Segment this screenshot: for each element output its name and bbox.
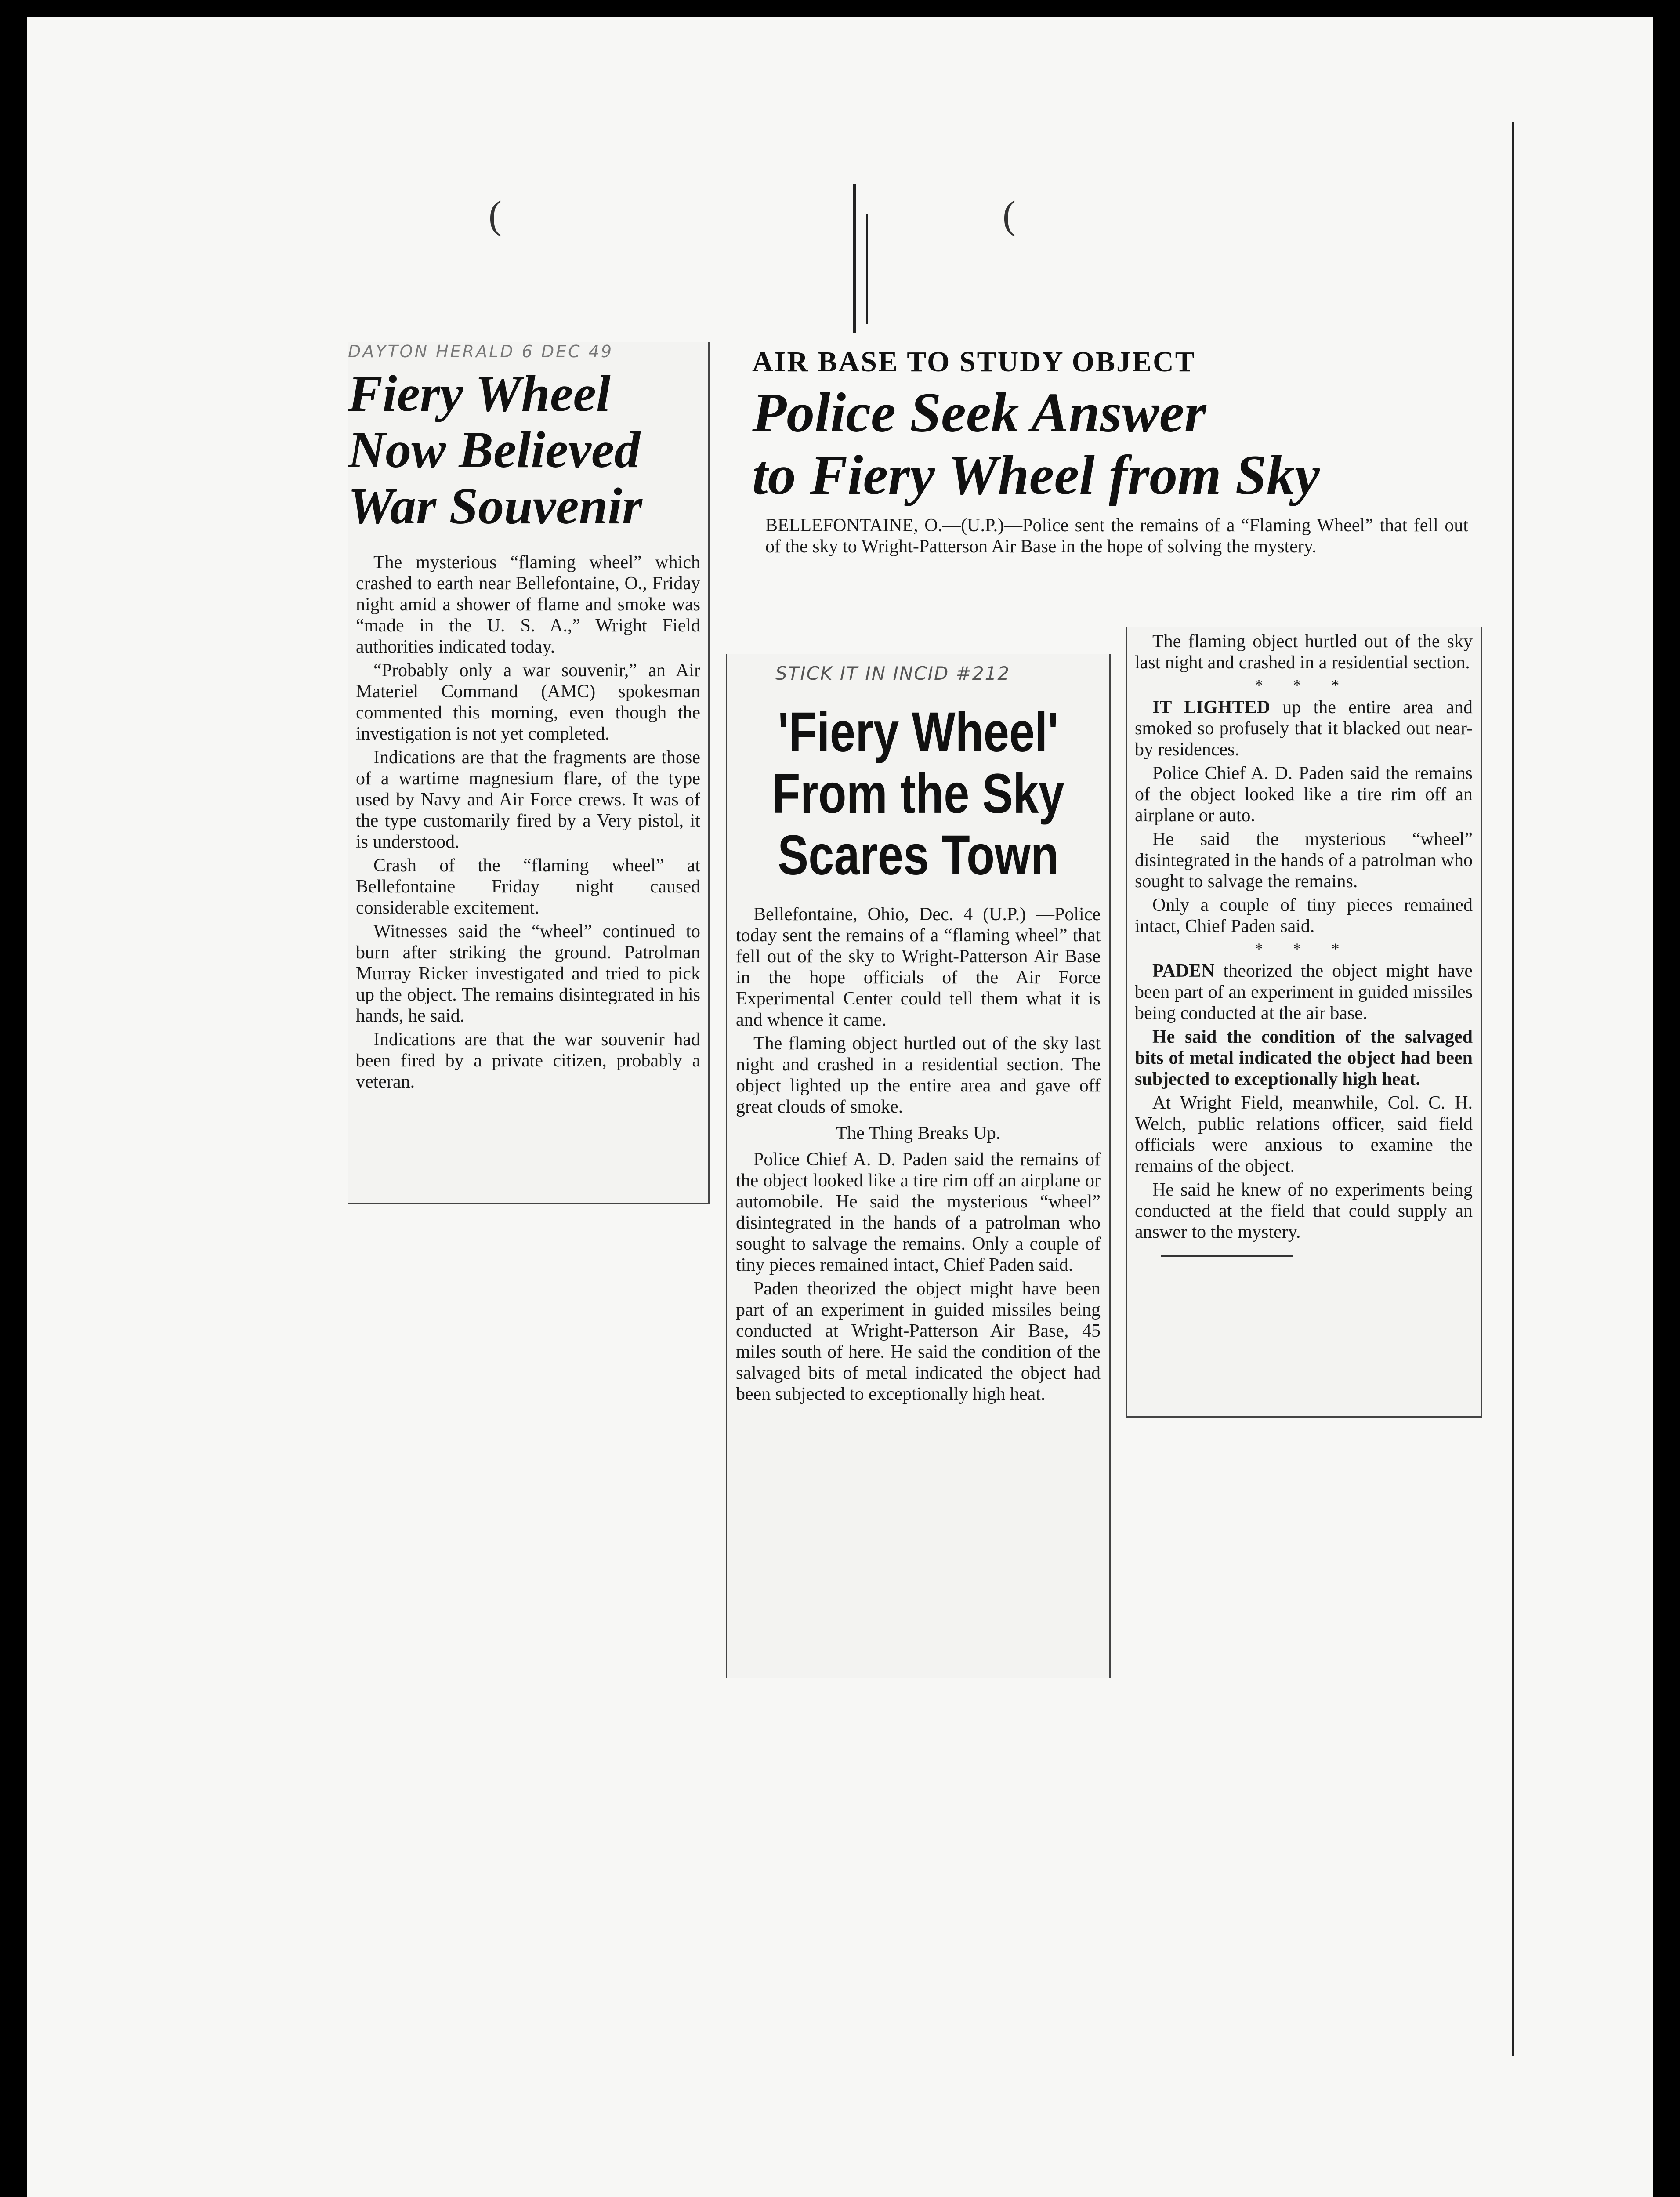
paragraph: He said he knew of no experiments being conducted at the field that could supply an answer to the mystery.: [1135, 1180, 1473, 1242]
article-body: [1127, 627, 1481, 1260]
paragraph: “Probably only a war souvenir,” an Air Materiel Command (AMC) spokesman commented this morning, even though the investigation is not yet completed.: [356, 660, 700, 744]
binding-line-2: [866, 214, 868, 324]
paragraph: At Wright Field, meanwhile, Col. C. H. Welch, public relations officer, said field officials were anxious to examine the remains of the object.: [1135, 1093, 1473, 1176]
headline-line: From the Sky: [772, 762, 1064, 825]
article-body: [348, 552, 708, 1092]
kicker-headline: AIR BASE TO STUDY OBJECT: [752, 346, 1196, 378]
paragraph: Paden theorized the object might have been part of an experiment in guided missiles being conducted at Wright-Patterson Air Base, 45 miles south of here. He said the condition of the salvaged bits of metal indicated the object had been subjected to exceptionally high heat.: [736, 1279, 1101, 1404]
paragraph: Indications are that the war souvenir had been fired by a private citizen, probably a veteran.: [356, 1030, 700, 1092]
paragraph: [1135, 697, 1473, 760]
clipping-continuation: [1126, 627, 1482, 1418]
paragraph: Police Chief A. D. Paden said the remains of the object looked like a tire rim off an airplane or auto.: [1135, 763, 1473, 826]
handwritten-note: STICK IT IN INCID #212: [775, 663, 1010, 684]
paragraph-text: up the entire area and smoked so profusely that it blacked out near-by residences.: [1135, 697, 1473, 760]
article-body: [727, 904, 1109, 1405]
punch-mark-right: (: [1003, 193, 1016, 237]
lead-paragraph: BELLEFONTAINE, O.—(U.P.)—Police sent the remains of a “Flaming Wheel” that fell out of the sky to Wright-Patterson Air Base in the hope of solving the mystery.: [765, 515, 1468, 557]
paragraph-text: theorized the object might have been part of an experiment in guided missiles being conducted at the air base.: [1135, 961, 1473, 1023]
paragraph: Witnesses said the “wheel” continued to burn after striking the ground. Patrolman Murray Ricker investigated and tried to pick up the object. The remains disintegrated in his hands, he said.: [356, 921, 700, 1026]
headline-line: to Fiery Wheel from Sky: [752, 444, 1320, 506]
section-break: * * *: [1255, 676, 1353, 694]
headline-line: Now Believed: [348, 421, 641, 479]
paragraph: Bellefontaine, Ohio, Dec. 4 (U.P.) —Police today sent the remains of a “flaming wheel” that fell out of the sky to Wright-Patterson Air Base in the hope officials of the Air Force Experimental Center could tell them what it is and whence it came.: [736, 904, 1101, 1030]
sheet-right-edge: [1512, 122, 1514, 2056]
run-in-lead: IT LIGHTED: [1152, 697, 1270, 718]
paragraph: He said the condition of the salvaged bits of metal indicated the object had been subjected to exceptionally high heat.: [1135, 1027, 1473, 1089]
clipping-police-seek-answer: [743, 337, 1473, 557]
paragraph: Police Chief A. D. Paden said the remains of the object looked like a tire rim off an airplane or automobile. He said the mysterious “wheel” disintegrated in the hands of a patrolman who sought to salvage the remains. Only a couple of tiny pieces remained intact, Chief Paden said.: [736, 1149, 1101, 1275]
headline-line: 'Fiery Wheel': [778, 701, 1059, 764]
clipping-war-souvenir: [348, 342, 710, 1204]
paragraph: The flaming object hurtled out of the sky last night and crashed in a residential section.: [1135, 631, 1473, 673]
paragraph: The mysterious “flaming wheel” which crashed to earth near Bellefontaine, O., Friday night amid a shower of flame and smoke was “made in the U. S. A.,” Wright Field authorities indicated today.: [356, 552, 700, 657]
paragraph: Crash of the “flaming wheel” at Bellefontaine Friday night caused considerable excitement.: [356, 856, 700, 918]
headline-line: War Souvenir: [348, 477, 642, 535]
paragraph: Only a couple of tiny pieces remained intact, Chief Paden said.: [1135, 895, 1473, 936]
headline: [752, 381, 1473, 506]
scan-sheet: [27, 17, 1653, 2197]
headline-line: Fiery Wheel: [348, 365, 611, 422]
section-break: * * *: [1255, 940, 1353, 957]
paragraph: Indications are that the fragments are those of a wartime magnesium flare, of the type used by Navy and Air Force crews. It was of the type customarily fired by a Very pistol, it is understood.: [356, 747, 700, 852]
paragraph: The flaming object hurtled out of the sky last night and crashed in a residential section. The object lighted up the entire area and gave off great clouds of smoke.: [736, 1033, 1101, 1117]
headline: [348, 366, 708, 534]
headline-line: Scares Town: [778, 824, 1059, 887]
binding-line: [853, 184, 856, 333]
punch-mark-left: (: [489, 193, 502, 237]
headline: [761, 702, 1075, 886]
clipping-scares-town: [726, 654, 1111, 1678]
handwritten-source-note: DAYTON HERALD 6 DEC 49: [348, 342, 614, 361]
paragraph: [1135, 961, 1473, 1024]
paragraph: He said the mysterious “wheel” disintegrated in the hands of a patrolman who sought to salvage the remains.: [1135, 829, 1473, 892]
headline-line: Police Seek Answer: [752, 381, 1206, 444]
end-rule: [1161, 1255, 1293, 1257]
subheading: The Thing Breaks Up.: [836, 1123, 1001, 1143]
run-in-lead: PADEN: [1152, 961, 1215, 981]
